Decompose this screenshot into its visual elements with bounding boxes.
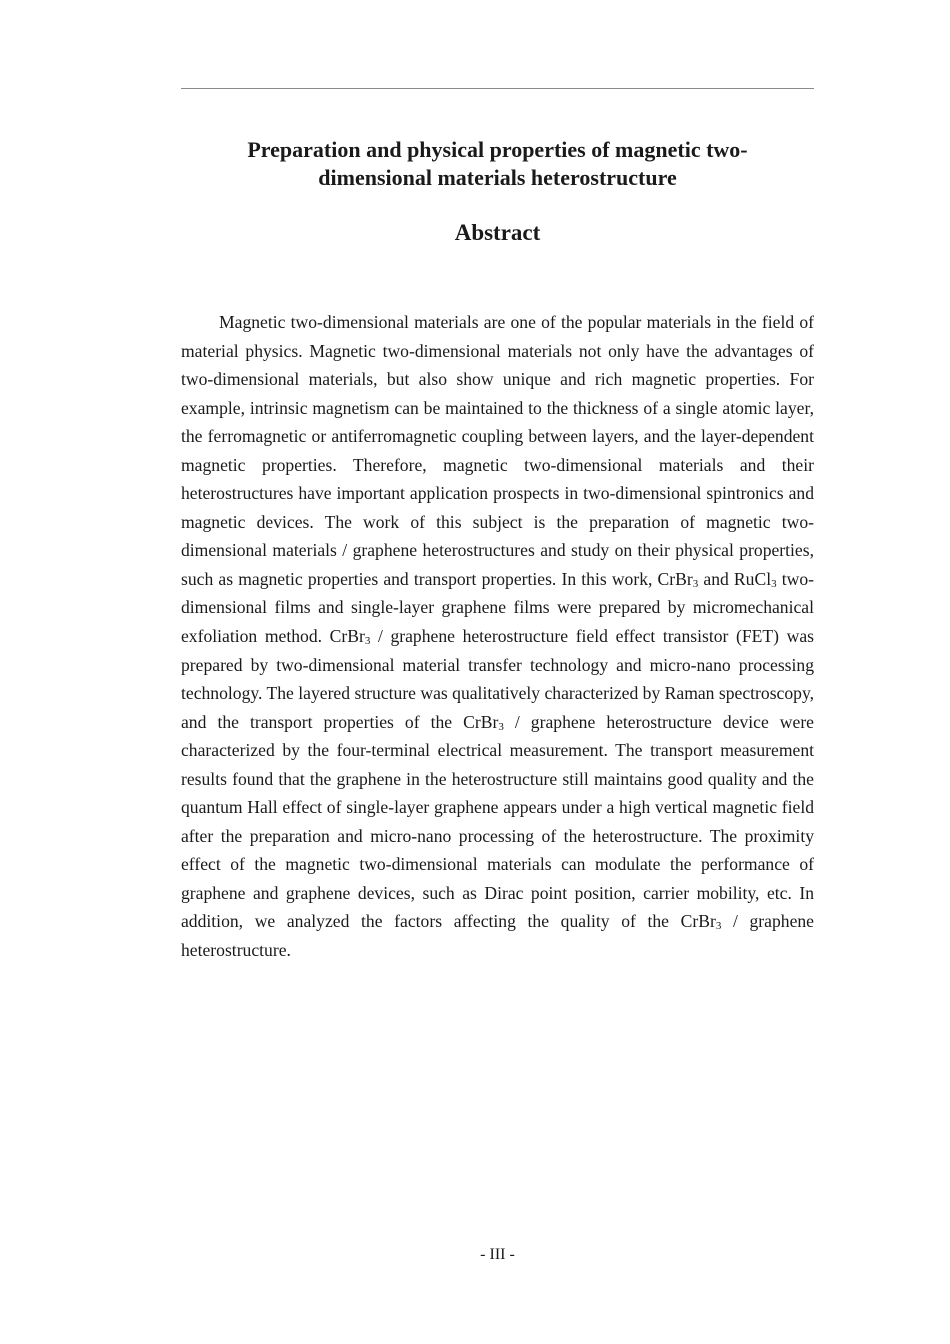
title-line-2: dimensional materials heterostructure	[318, 165, 677, 190]
abstract-text-3: two-dimensional films and single-layer graphene films were prepared by micromechanical exfoliation method. CrBr	[181, 568, 814, 647]
subscript-3: 3	[498, 720, 504, 733]
page-title	[181, 136, 814, 192]
abstract-heading: Abstract	[454, 220, 541, 245]
title-line-1: Preparation and physical properties of magnetic two-	[247, 137, 748, 162]
subscript-3: 3	[771, 577, 777, 590]
header-rule	[181, 88, 814, 89]
subscript-3: 3	[692, 577, 699, 590]
subscript-3: 3	[715, 920, 722, 933]
subscript-3: 3	[364, 635, 371, 648]
abstract-text-5: / graphene heterostructure device were characterized by the four-terminal electrical measurement. The transport measurement results found that the graphene in the heterostructure still maintains good quality and the quantum Hall effect of single-layer graphene appears under a high vertical magnetic field after the preparation and micro-nano processing of the heterostructure. The proximity effect of the magnetic two-dimensional materials can modulate the performance of graphene and graphene devices, such as Dirac point position, carrier mobility, etc. In addition, we analyzed the factors affecting the quality of the CrBr	[181, 711, 814, 932]
abstract-text-1: Magnetic two-dimensional materials are one of the popular materials in the field of material physics. Magnetic two-dimensional materials not only have the advantages of two-dimensional materials, but also show unique and rich magnetic properties. For example, intrinsic magnetism can be maintained to the thickness of a single atomic layer, the ferromagnetic or antiferromagnetic coupling between layers, and the layer-dependent magnetic properties. Therefore, magnetic two-dimensional materials and their heterostructures have important application prospects in two-dimensional spintronics and magnetic devices. The work of this subject is the preparation of magnetic two-dimensional materials / graphene heterostructures and study on their physical properties, such as magnetic properties and transport properties. In this work, CrBr	[181, 312, 814, 589]
abstract-text-2: and RuCl	[698, 568, 772, 589]
abstract-text-4: / graphene heterostructure field effect transistor (FET) was prepared by two-dimensional material transfer technology and micro-nano processing technology. The layered structure was qualitatively characterized by Raman spectroscopy, and the transport properties of the CrBr	[181, 626, 814, 732]
page-number: - III -	[480, 1246, 515, 1263]
abstract-paragraph	[181, 308, 814, 965]
abstract-text-6: / graphene heterostructure.	[181, 911, 814, 961]
